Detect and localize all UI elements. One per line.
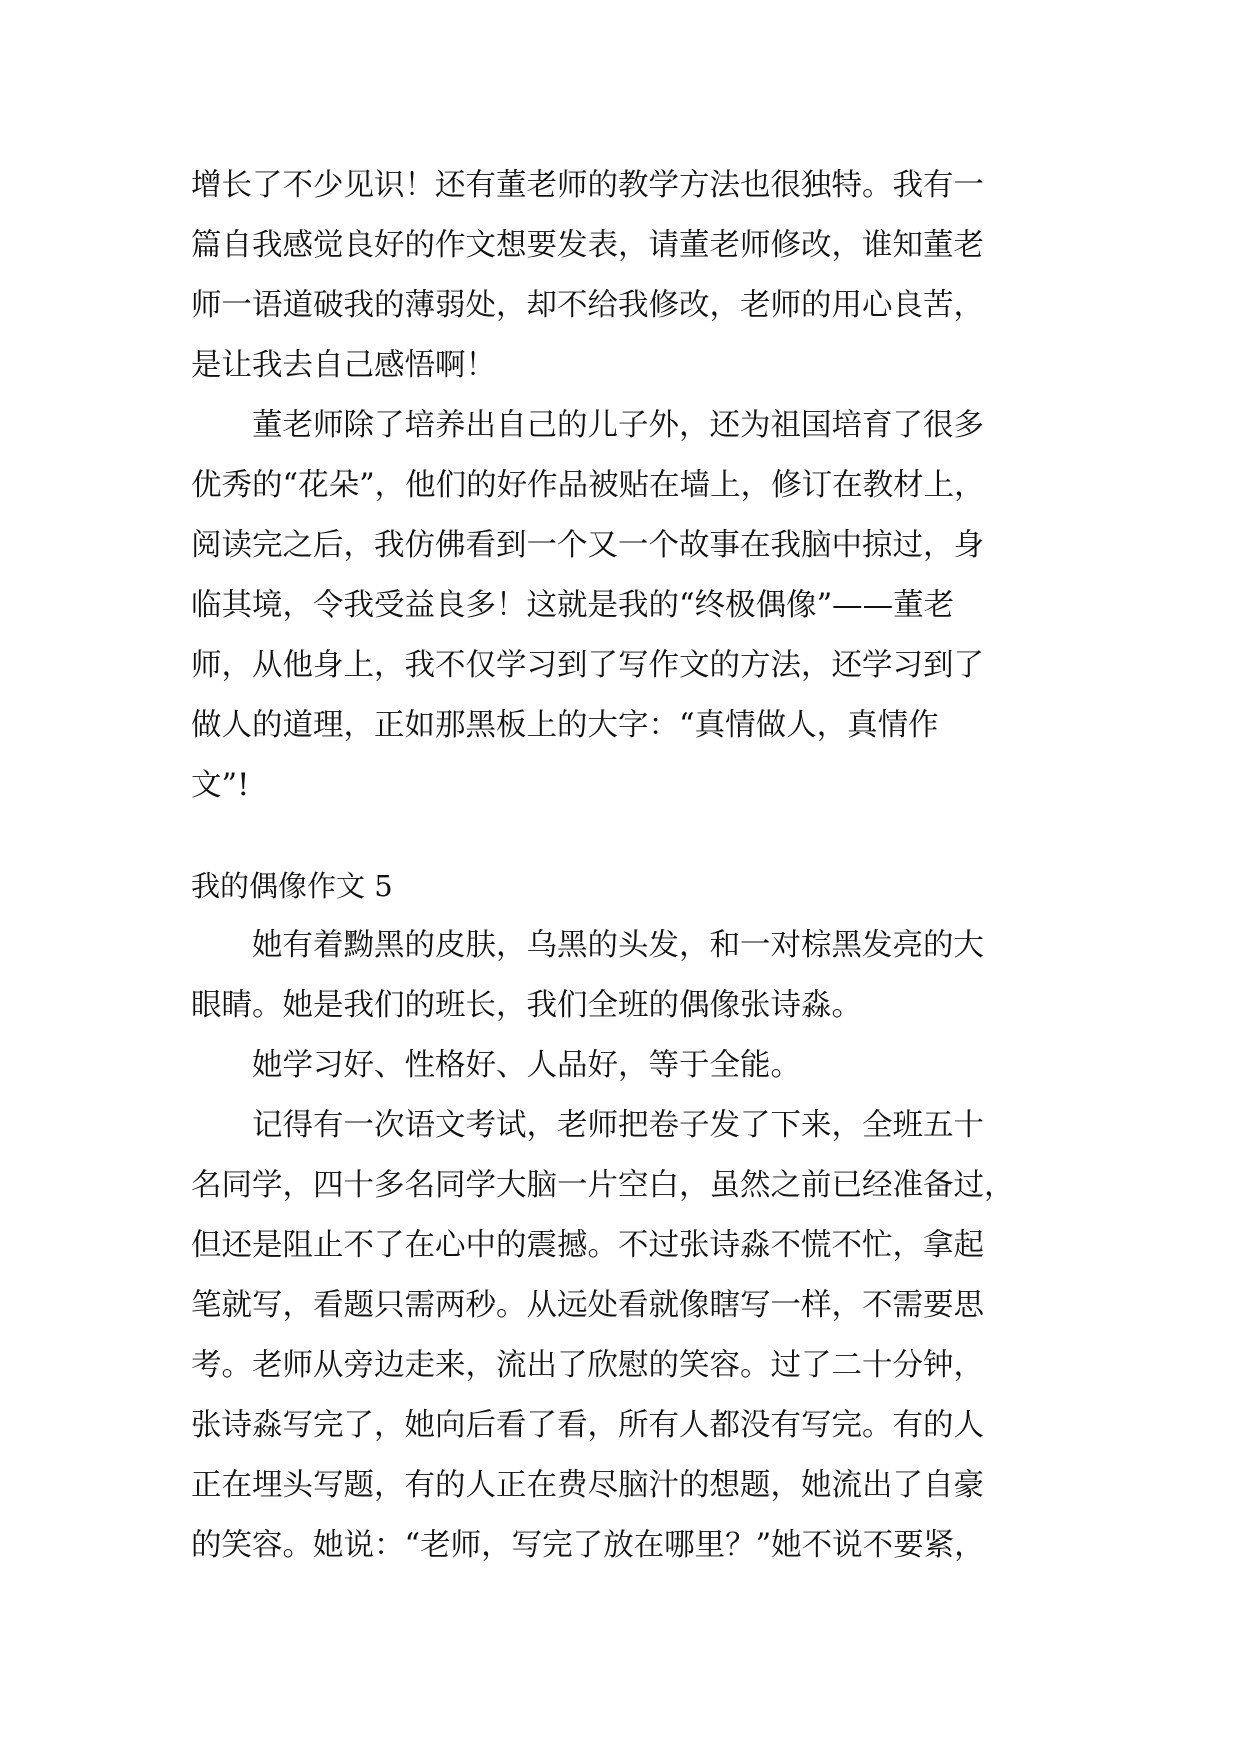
text-line: 名同学，四十多名同学大脑一片空白，虽然之前已经准备过，: [191, 1168, 1015, 1203]
paragraph-first-line: 董老师除了培养出自己的儿子外，还为祖国培育了很多: [252, 408, 984, 443]
section-heading: 我的偶像作文 5: [191, 869, 393, 903]
text-line: 考。老师从旁边走来，流出了欣慰的笑容。过了二十分钟，: [191, 1348, 984, 1383]
text-line: 临其境，令我受益良多！这就是我的“终极偶像”——董老: [191, 588, 955, 623]
text-line: 是让我去自己感悟啊！: [191, 348, 496, 383]
text-line: 的笑容。她说：“老师，写完了放在哪里？”她不说不要紧，: [191, 1528, 985, 1563]
paragraph-first-line: 她有着黝黑的皮肤，乌黑的头发，和一对棕黑发亮的大: [252, 928, 984, 963]
text-line: 优秀的“花朵”，他们的好作品被贴在墙上，修订在教材上，: [191, 468, 985, 503]
text-line: 文”!: [191, 768, 250, 803]
paragraph-first-line: 她学习好、性格好、人品好，等于全能。: [252, 1048, 801, 1083]
text-line: 正在埋头写题，有的人正在费尽脑汁的想题，她流出了自豪: [191, 1468, 984, 1503]
text-line: 增长了不少见识！还有董老师的教学方法也很独特。我有一: [191, 168, 984, 203]
text-line: 阅读完之后，我仿佛看到一个又一个故事在我脑中掠过，身: [191, 528, 984, 563]
text-line: 师一语道破我的薄弱处，却不给我修改，老师的用心良苦，: [191, 288, 984, 323]
text-line: 做人的道理，正如那黑板上的大字：“真情做人，真情作: [191, 708, 939, 743]
text-line: 眼睛。她是我们的班长，我们全班的偶像张诗淼。: [191, 988, 862, 1023]
text-line: 师，从他身上，我不仅学习到了写作文的方法，还学习到了: [191, 648, 984, 683]
paragraph-first-line: 记得有一次语文考试，老师把卷子发了下来，全班五十: [252, 1108, 984, 1143]
text-line: 篇自我感觉良好的作文想要发表，请董老师修改，谁知董老: [191, 228, 984, 263]
text-line: 但还是阻止不了在心中的震撼。不过张诗淼不慌不忙，拿起: [191, 1228, 984, 1263]
text-line: 张诗淼写完了，她向后看了看，所有人都没有写完。有的人: [191, 1408, 984, 1443]
text-line: 笔就写，看题只需两秒。从远处看就像瞎写一样，不需要思: [191, 1288, 984, 1323]
